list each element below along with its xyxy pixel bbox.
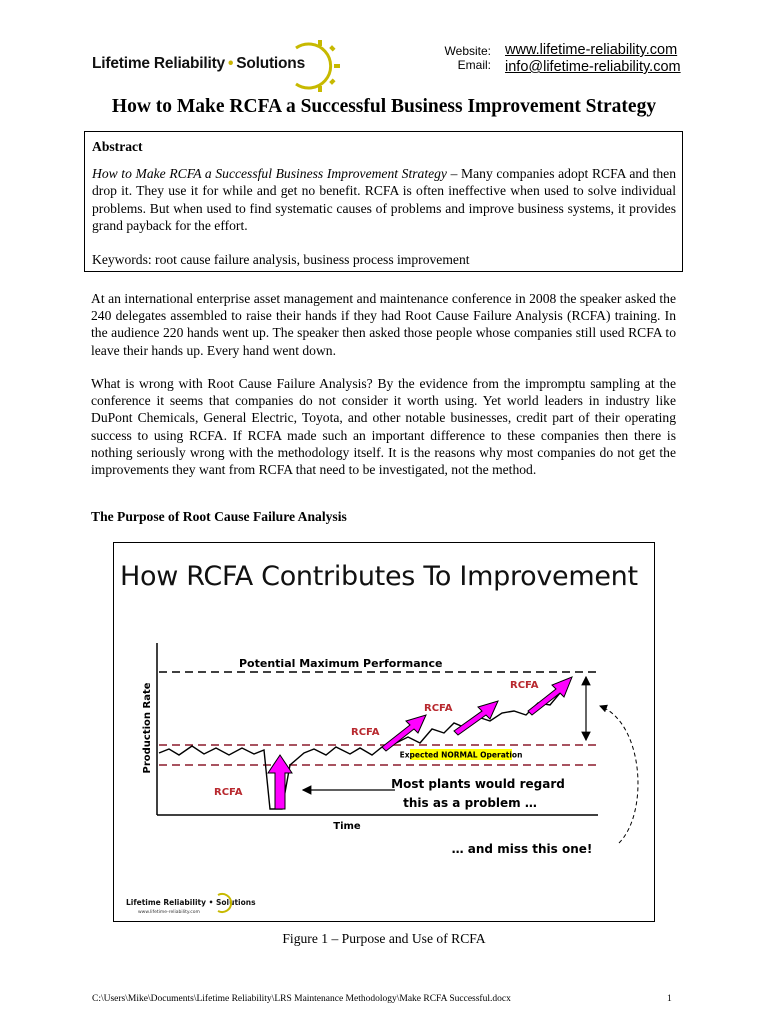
page-number: 1 [667,994,672,1004]
rcfa-label-4: RCFA [510,680,539,691]
logo [92,44,340,92]
miss-curved-arrow [600,706,638,843]
footer-path: C:\Users\Mike\Documents\Lifetime Reliability\LRS Maintenance Methodology\Make RCFA Successful.docx [92,994,511,1004]
abstract-body: – Many companies adopt RCFA and then drop it. They use it for while and get no benefit. RCFA is often ineffective when used to solve individual problems. But when used to find systematic causes of problems and improve business systems, it provides grand payback for the effort. [92,166,676,233]
rcfa-label-1: RCFA [214,787,243,798]
email-label: Email: [457,58,491,72]
abstract-heading: Abstract [92,139,143,154]
gear-logo-icon [288,40,340,92]
expected-normal-label: Expected NORMAL Operation [399,750,523,760]
logo-text: Lifetime Reliability • Solutions [92,55,305,72]
rcfa-label-3: RCFA [424,703,453,714]
mini-logo-url: www.lifetime-reliability.com [138,910,200,915]
miss-text: … and miss this one! [451,842,593,856]
figure-caption: Figure 1 – Purpose and Use of RCFA [282,931,486,946]
abstract-title-italic: How to Make RCFA a Successful Business Improvement Strategy [92,166,447,182]
rcfa-arrow-3 [454,701,498,735]
abstract-text [92,165,676,234]
abstract-keywords: Keywords: root cause failure analysis, business process improvement [92,252,470,268]
figure-diagram [114,543,655,922]
paragraph-1: At an international enterprise asset management and maintenance conference in 2008 the speaker asked the 240 delegates assembled to raise their hands if they had Root Cause Failure Analysis (RCFA) training. In the audience 220 hands went up. The speaker then asked those people whose companies still used RCFA to leave their hands up. Every hand went down. [91,291,676,358]
figure-title: How RCFA Contributes To Improvement [120,561,638,592]
section-heading: The Purpose of Root Cause Failure Analysis [91,509,347,524]
paragraph-2: What is wrong with Root Cause Failure Analysis? By the evidence from the impromptu sampling at the conference it seems that companies do not consider it worth using. Yet world leaders in industry like DuPont Chemicals, General Electric, Toyota, and other notable businesses, credit part of their operating success to using RCFA. If RCFA made such an important difference to these companies then there is nothing seriously wrong with the methodology itself. It is the reasons why most companies do not get the improvements they want from RCFA that need to be investigated, not the method. [91,376,676,478]
page-title: How to Make RCFA a Successful Business Improvement Strategy [111,96,657,117]
email-link[interactable]: info@lifetime-reliability.com [505,59,681,75]
website-label: Website: [444,44,491,58]
rcfa-arrow-1 [268,755,292,809]
y-axis-label: Production Rate [142,682,153,774]
abstract-box [84,131,683,272]
problem-text-line1: Most plants would regard [391,777,565,791]
potential-max-label: Potential Maximum Performance [239,657,443,670]
rcfa-label-2: RCFA [351,727,380,738]
figure-box [113,542,655,922]
mini-logo-text: Lifetime Reliability • Solutions [126,898,256,907]
website-link[interactable]: www.lifetime-reliability.com [505,42,678,58]
x-axis-label: Time [333,821,361,832]
problem-text-line2: this as a problem … [403,796,537,810]
